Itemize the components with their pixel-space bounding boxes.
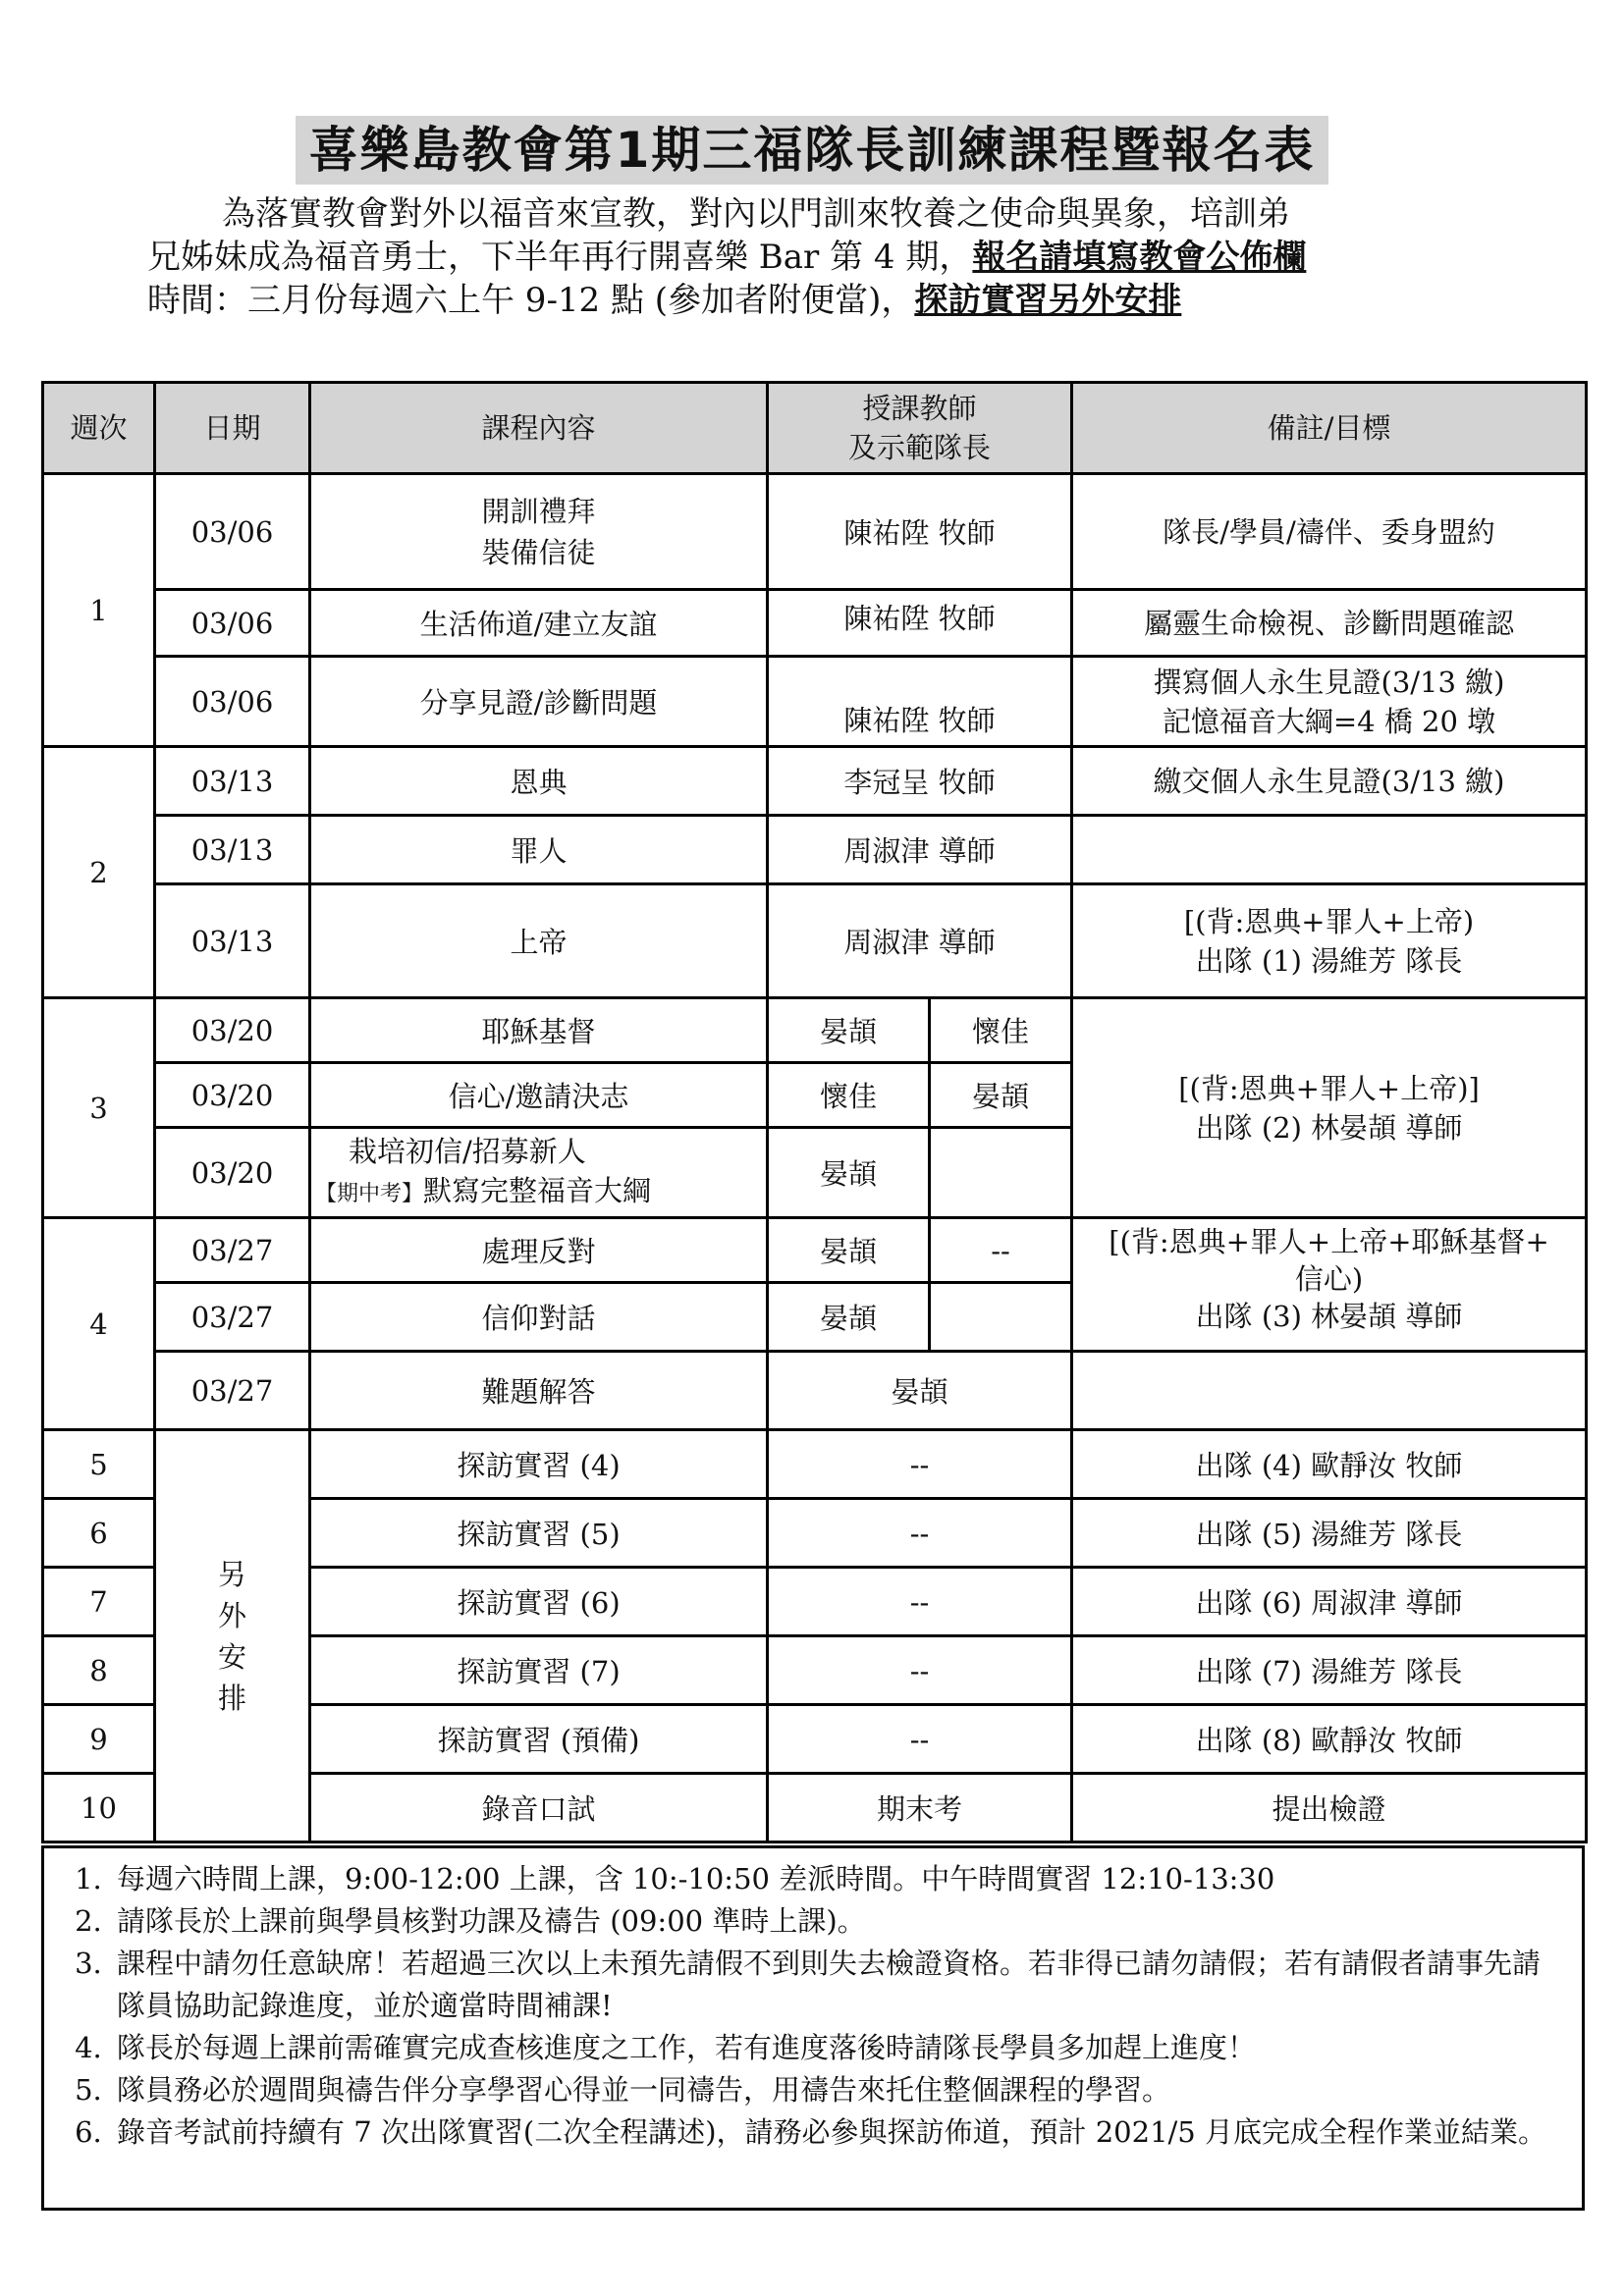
teacher-cell: 李冠呈 牧師: [768, 747, 1072, 816]
note-item: 1. 每週六時間上課，9:00-12:00 上課，含 10:-10:50 差派時間。中午時間實習 12:10-13:30: [111, 1858, 1558, 1900]
week-cell: 3: [43, 998, 155, 1218]
intro-line-2: [147, 236, 1522, 279]
note-item: 3. 課程中請勿任意缺席！若超過三次以上未預先請假不到則失去檢證資格。若非得已請勿請假；若有請假者請事先請隊員協助記錄進度，並於適當時間補課!: [111, 1943, 1558, 2027]
note-line-1: [(背:恩典+罪人+上帝): [1183, 904, 1475, 938]
content-cell: 探訪實習 (6): [310, 1568, 768, 1636]
note-cell: 出隊 (8) 歐靜汝 牧師: [1072, 1705, 1587, 1774]
teacher-cell: 陳祐陞 牧師: [768, 474, 1072, 590]
header-teacher: [768, 383, 1072, 474]
note-line-2: 出隊 (1) 湯維芳 隊長: [1195, 943, 1463, 978]
header-teacher-line-1: 授課教師: [862, 392, 977, 425]
note-item: 2. 請隊長於上課前與學員核對功課及禱告 (09:00 準時上課)。: [111, 1900, 1558, 1943]
content-cell: 錄音口試: [310, 1774, 768, 1842]
note-item: 5. 隊員務必於週間與禱告伴分享學習心得並一同禱告，用禱告來托住整個課程的學習。: [111, 2069, 1558, 2111]
table-row: [43, 474, 1587, 590]
note-line-2: 記憶福音大綱=4 橋 20 墩: [1162, 704, 1496, 738]
table-row: [43, 998, 1587, 1063]
note-cell: 隊長/學員/禱伴、委身盟約: [1072, 474, 1587, 590]
content-cell: 上帝: [310, 884, 768, 998]
teacher-cell: 晏頡: [768, 1128, 930, 1218]
date-cell: 03/27: [155, 1352, 310, 1430]
header-date: 日期: [155, 383, 310, 474]
table-row: [43, 1430, 1587, 1499]
header-week: 週次: [43, 383, 155, 474]
teacher-cell: 周淑津 導師: [768, 884, 1072, 998]
date-cell: 03/20: [155, 1063, 310, 1128]
title-wrap: [0, 116, 1624, 185]
table-row: [43, 590, 1587, 657]
table-row: [43, 816, 1587, 884]
week-cell: 7: [43, 1568, 155, 1636]
note-cell: [1072, 657, 1587, 747]
partner-cell: 懷佳: [930, 998, 1072, 1063]
week-cell: 4: [43, 1218, 155, 1430]
teacher-cell: --: [768, 1636, 1072, 1705]
table-row: [43, 884, 1587, 998]
content-cell: 探訪實習 (4): [310, 1430, 768, 1499]
week-cell: 5: [43, 1430, 155, 1499]
arranged-char: 排: [217, 1681, 246, 1715]
note-line-1: 撰寫個人永生見證(3/13 繳): [1153, 665, 1505, 699]
date-cell: 03/13: [155, 884, 310, 998]
content-cell: 難題解答: [310, 1352, 768, 1430]
note-cell: 出隊 (4) 歐靜汝 牧師: [1072, 1430, 1587, 1499]
content-cell: [310, 474, 768, 590]
note-line-1: [(背:恩典+罪人+上帝+耶穌基督+: [1109, 1225, 1549, 1258]
header-note: 備註/目標: [1072, 383, 1587, 474]
date-cell: 03/20: [155, 1128, 310, 1218]
note-line-3: 出隊 (3) 林晏頡 導師: [1195, 1300, 1463, 1333]
note-line-2: 出隊 (2) 林晏頡 導師: [1195, 1110, 1463, 1145]
intro-paragraph: [147, 192, 1522, 322]
date-cell: 03/27: [155, 1218, 310, 1283]
teacher-cell: --: [768, 1499, 1072, 1568]
partner-cell: [930, 1283, 1072, 1352]
content-line-2: 裝備信徒: [481, 535, 596, 569]
note-item: 4. 隊長於每週上課前需確實完成查核進度之工作，若有進度落後時請隊長學員多加趕上進度！: [111, 2027, 1558, 2069]
content-line-1: 開訓禮拜: [481, 494, 596, 528]
content-cell: 罪人: [310, 816, 768, 884]
content-cell: 分享見證/診斷問題: [310, 657, 768, 747]
content-cell: 生活佈道/建立友誼: [310, 590, 768, 657]
note-line-1: [(背:恩典+罪人+上帝)]: [1178, 1071, 1480, 1105]
note-cell: 繳交個人永生見證(3/13 繳): [1072, 747, 1587, 816]
note-cell: 出隊 (6) 周淑津 導師: [1072, 1568, 1587, 1636]
header-content: 課程內容: [310, 383, 768, 474]
content-line-2: 默寫完整福音大綱: [423, 1173, 652, 1207]
intro-line-3-text: 時間：三月份每週六上午 9-12 點 (參加者附便當)，: [147, 281, 915, 320]
date-cell: 03/06: [155, 474, 310, 590]
week-cell: 10: [43, 1774, 155, 1842]
arranged-char: 另: [217, 1557, 246, 1591]
teacher-cell: --: [768, 1568, 1072, 1636]
teacher-cell: 期末考: [768, 1774, 1072, 1842]
teacher-cell: --: [768, 1705, 1072, 1774]
date-cell: 03/13: [155, 816, 310, 884]
partner-cell: --: [930, 1218, 1072, 1283]
midterm-exam-tag: 【期中考】: [315, 1181, 424, 1206]
content-cell: 信仰對話: [310, 1283, 768, 1352]
partner-cell: [930, 1128, 1072, 1218]
content-cell: [310, 1128, 768, 1218]
date-cell: 03/20: [155, 998, 310, 1063]
note-cell: [1072, 1218, 1587, 1352]
arranged-char: 外: [217, 1598, 246, 1632]
note-item: 6. 錄音考試前持續有 7 次出隊實習(二次全程講述)，請務必參與探訪佈道，預計 2021/5 月底完成全程作業並結業。: [111, 2111, 1558, 2154]
note-cell: 出隊 (7) 湯維芳 隊長: [1072, 1636, 1587, 1705]
table-row: [43, 657, 1587, 747]
teacher-cell: 周淑津 導師: [768, 816, 1072, 884]
week-cell: 1: [43, 474, 155, 747]
partner-cell: 晏頡: [930, 1063, 1072, 1128]
teacher-cell: 懷佳: [768, 1063, 930, 1128]
date-cell: 03/27: [155, 1283, 310, 1352]
content-cell: 信心/邀請決志: [310, 1063, 768, 1128]
note-cell: [1072, 998, 1587, 1218]
week-cell: 9: [43, 1705, 155, 1774]
table-row: [43, 747, 1587, 816]
teacher-cell: 晏頡: [768, 1352, 1072, 1430]
week-cell: 2: [43, 747, 155, 998]
note-cell: 出隊 (5) 湯維芳 隊長: [1072, 1499, 1587, 1568]
teacher-cell: 晏頡: [768, 1283, 930, 1352]
table-row: [43, 1218, 1587, 1283]
intro-line-3: [147, 279, 1522, 322]
content-cell: 探訪實習 (預備): [310, 1705, 768, 1774]
content-line-1: 栽培初信/招募新人: [349, 1134, 586, 1168]
schedule-table: [41, 381, 1588, 1843]
week-cell: 6: [43, 1499, 155, 1568]
date-cell: 03/13: [155, 747, 310, 816]
arranged-char: 安: [217, 1639, 246, 1674]
content-cell: 耶穌基督: [310, 998, 768, 1063]
date-arranged-separately: [155, 1430, 310, 1842]
teacher-cell: 晏頡: [768, 1218, 930, 1283]
table-row: [43, 1352, 1587, 1430]
visit-practice-note: 探訪實習另外安排: [914, 281, 1182, 320]
content-cell: 探訪實習 (7): [310, 1636, 768, 1705]
intro-line-1: 為落實教會對外以福音來宣教，對內以門訓來牧養之使命與異象，培訓弟: [222, 194, 1290, 234]
teacher-cell: 陳祐陞 牧師: [768, 590, 1072, 657]
page-title: 喜樂島教會第1期三福隊長訓練課程暨報名表: [296, 116, 1329, 185]
content-cell: 探訪實習 (5): [310, 1499, 768, 1568]
intro-line-2-text: 兄姊妹成為福音勇士，下半年再行開喜樂 Bar 第 4 期，: [147, 238, 973, 277]
content-cell: 恩典: [310, 747, 768, 816]
note-cell: 提出檢證: [1072, 1774, 1587, 1842]
note-cell: [1072, 816, 1587, 884]
note-cell: [1072, 884, 1587, 998]
date-cell: 03/06: [155, 590, 310, 657]
note-cell: 屬靈生命檢視、診斷問題確認: [1072, 590, 1587, 657]
notes-list: [68, 1858, 1558, 2154]
content-cell: 處理反對: [310, 1218, 768, 1283]
header-teacher-line-2: 及示範隊長: [848, 431, 992, 464]
footer-notes: [41, 1845, 1585, 2211]
registration-note: 報名請填寫教會公佈欄: [972, 238, 1307, 277]
teacher-cell: --: [768, 1430, 1072, 1499]
teacher-cell: 晏頡: [768, 998, 930, 1063]
note-line-2: 信心): [1294, 1262, 1364, 1296]
note-cell: [1072, 1352, 1587, 1430]
teacher-cell: 陳祐陞 牧師: [768, 657, 1072, 747]
week-cell: 8: [43, 1636, 155, 1705]
date-cell: 03/06: [155, 657, 310, 747]
table-header-row: [43, 383, 1587, 474]
